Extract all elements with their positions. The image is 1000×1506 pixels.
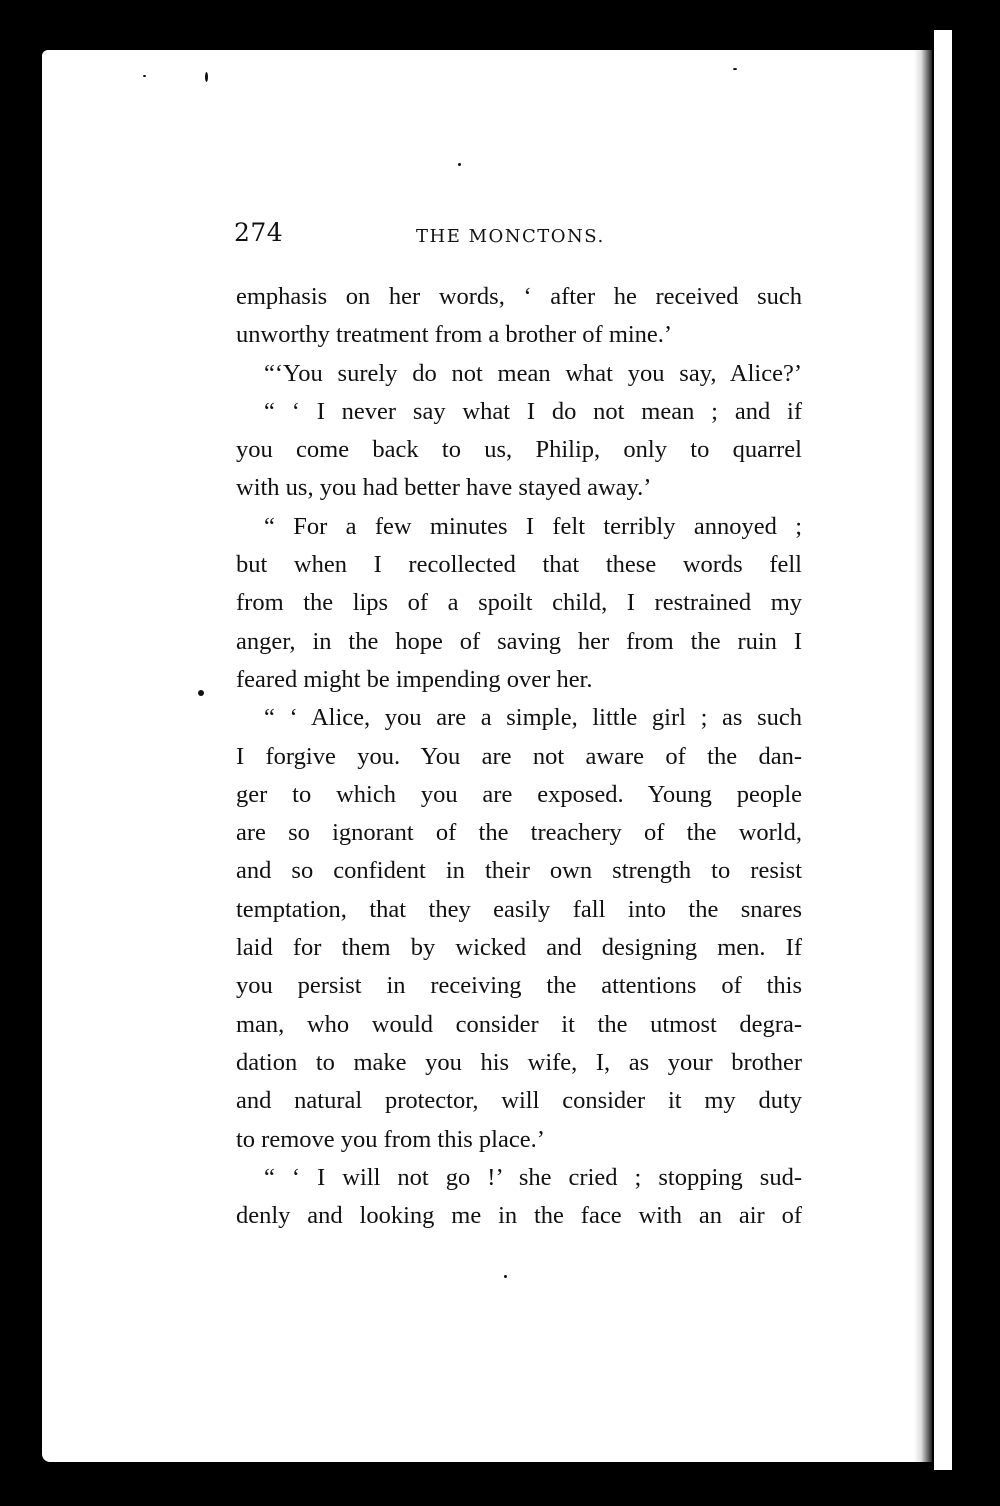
text-line: but when I recollected that these words fell: [236, 551, 802, 579]
text-line: ger to which you are exposed. Young people: [236, 780, 802, 808]
binding-shadow: [914, 50, 932, 1462]
text-line: feared might be impending over her.: [236, 665, 593, 693]
scan-speck: [143, 75, 146, 77]
text-line: emphasis on her words, ‘ after he received such: [236, 283, 802, 310]
text-line: dation to make you his wife, I, as your brother: [236, 1048, 802, 1076]
text-line: and natural protector, will consider it my duty: [236, 1087, 802, 1115]
text-line: “ For a few minutes I felt terribly annoyed ;: [264, 512, 802, 540]
text-line: anger, in the hope of saving her from the ruin I: [236, 627, 802, 655]
scan-speck: [504, 1275, 507, 1278]
text-line: you persist in receiving the attentions of this: [236, 972, 802, 1000]
text-line: from the lips of a spoilt child, I restrained my: [236, 589, 802, 617]
running-head: THE MONCTONS.: [416, 226, 605, 247]
page-number: 274: [234, 218, 284, 247]
text-line: unworthy treatment from a brother of mine.’: [236, 321, 673, 349]
text-line: to remove you from this place.’: [236, 1125, 545, 1153]
text-line: “ ‘ I never say what I do not mean ; and if: [264, 397, 802, 425]
text-line: are so ignorant of the treachery of the world,: [236, 819, 802, 847]
page-header: [234, 218, 804, 254]
text-line: “ ‘ Alice, you are a simple, little girl ; as such: [264, 704, 802, 732]
text-line: laid for them by wicked and designing men. If: [236, 934, 802, 962]
text-line: “‘You surely do not mean what you say, Alice?’: [264, 359, 802, 387]
text-line: and so confident in their own strength to resist: [236, 857, 802, 885]
text-line: temptation, that they easily fall into the snares: [236, 895, 802, 923]
scan-speck: [458, 163, 461, 166]
scan-speck: [205, 72, 208, 82]
facing-page-edge: [934, 30, 952, 1470]
text-line: I forgive you. You are not aware of the dan-: [236, 742, 802, 770]
text-line: with us, you had better have stayed away.’: [236, 474, 652, 502]
text-line: man, who would consider it the utmost degra-: [236, 1010, 802, 1038]
scan-speck: [733, 68, 737, 70]
scan-speck: [198, 690, 204, 696]
text-line: you come back to us, Philip, only to quarrel: [236, 436, 802, 464]
text-line: “ ‘ I will not go !’ she cried ; stopping sud-: [264, 1163, 802, 1191]
text-line: denly and looking me in the face with an air of: [236, 1202, 802, 1230]
body-text: [236, 278, 802, 1235]
